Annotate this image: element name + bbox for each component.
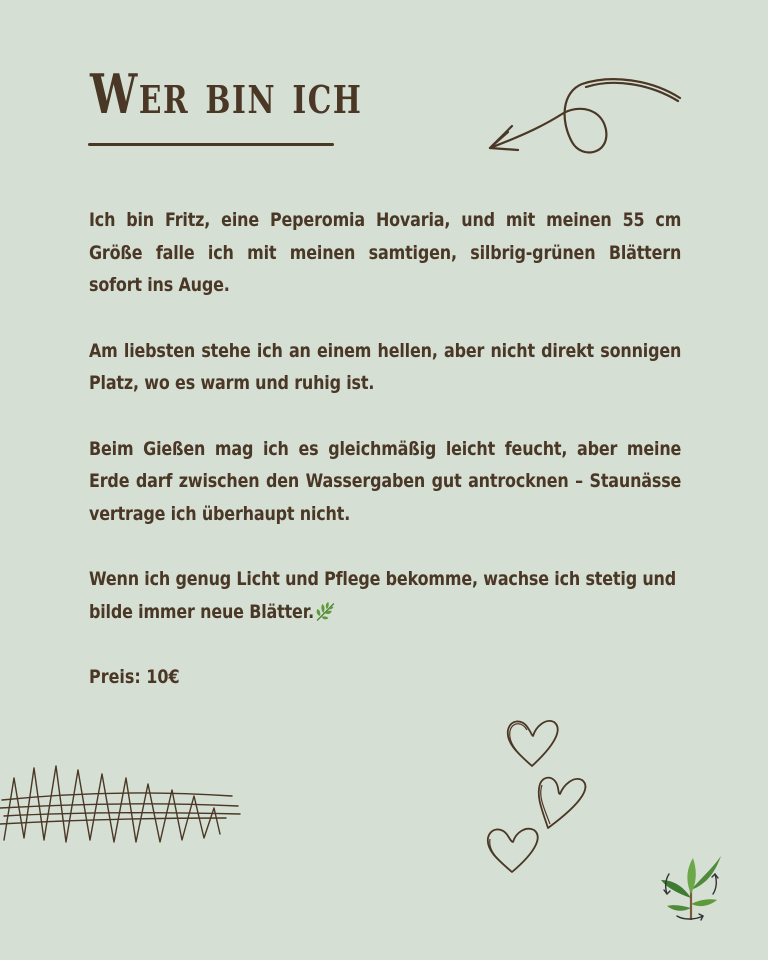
heart-icon: [502, 712, 564, 772]
heart-icon: [534, 766, 592, 834]
watering-paragraph: Beim Gießen mag ich es gleichmäßig leicht feucht, aber meine Erde darf zwischen den Wassergaben gut antrocknen – Staunässe vertrage ich überhaupt nicht.: [89, 437, 682, 525]
intro-paragraph: Ich bin Fritz, eine Peperomia Hovaria, und mit meinen 55 cm Größe falle ich mit meinen samtigen, silbrig-grünen Blättern sofort ins Auge.: [89, 209, 682, 296]
growth-text: Wenn ich genug Licht und Pflege bekomme, wachse ich stetig und bilde immer neue Blätter.: [89, 568, 676, 623]
body-text: [89, 204, 681, 693]
location-paragraph: Am liebsten stehe ich an einem hellen, aber nicht direkt sonnigen Platz, wo es warm und ruhig ist.: [89, 339, 682, 394]
heart-icon: [484, 820, 542, 876]
growth-paragraph: [89, 563, 681, 628]
curly-arrow-icon: [482, 70, 692, 165]
plant-recycle-logo-icon: [655, 850, 727, 925]
page-title: Wer bin ich: [90, 62, 363, 126]
herb-leaf-icon: [315, 601, 335, 621]
title-underline: [88, 143, 334, 146]
scribble-decoration-icon: [0, 756, 245, 856]
price-label: Preis: 10€: [89, 666, 180, 688]
